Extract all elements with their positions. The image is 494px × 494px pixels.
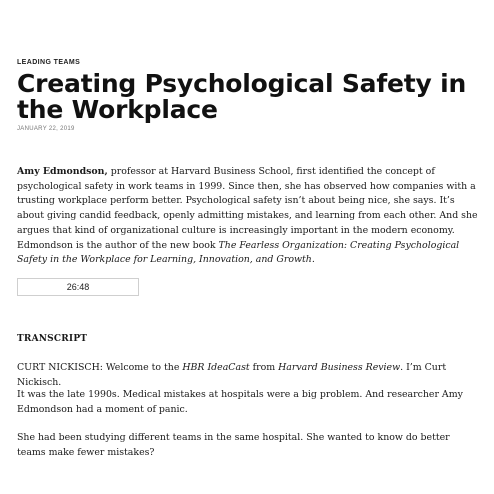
summary-end: . bbox=[311, 254, 315, 266]
transcript-text: from bbox=[249, 362, 279, 373]
article-summary bbox=[17, 165, 479, 268]
audio-duration: 26:48 bbox=[66, 282, 90, 292]
transcript-paragraph: It was the late 1990s. Medical mistakes at hospitals were a big problem. And researcher Amy Edmondson had a moment of panic. bbox=[17, 389, 463, 415]
guest-name: Amy Edmondson, bbox=[17, 166, 108, 177]
transcript-paragraph bbox=[17, 361, 479, 390]
topic-kicker[interactable]: LEADING TEAMS bbox=[17, 59, 81, 66]
transcript-heading: TRANSCRIPT bbox=[17, 334, 88, 344]
show-name: HBR IdeaCast bbox=[182, 362, 250, 373]
summary-text: professor at Harvard Business School, first identified the concept of psychological safety in work teams in 1999. Since then, she has observed how companies with a trusting workplace perform better. Psychological safety isn’t about being nice, she says. It’s about giving candid feedback, openly admitting mistakes, and learning from each other. And she argues that kind of organizational culture is increasingly important in the modern economy. Edmondson is the author of the new book bbox=[17, 166, 478, 251]
article-title: Creating Psychological Safety in the Workplace bbox=[17, 69, 467, 124]
audio-player[interactable] bbox=[17, 278, 139, 296]
publication-name: Harvard Business Review bbox=[278, 362, 401, 373]
book-title: The Fearless Organization: Creating Psychological Safety in the Workplace for Learning, Innovation, and Growth bbox=[17, 239, 460, 266]
publish-date: JANUARY 22, 2019 bbox=[17, 126, 75, 132]
transcript-paragraph: She had been studying different teams in the same hospital. She wanted to know do better teams make fewer mistakes? bbox=[17, 432, 450, 458]
transcript-text: . I’m Curt Nickisch. bbox=[17, 362, 447, 388]
transcript-text: CURT NICKISCH: Welcome to the bbox=[17, 362, 183, 373]
